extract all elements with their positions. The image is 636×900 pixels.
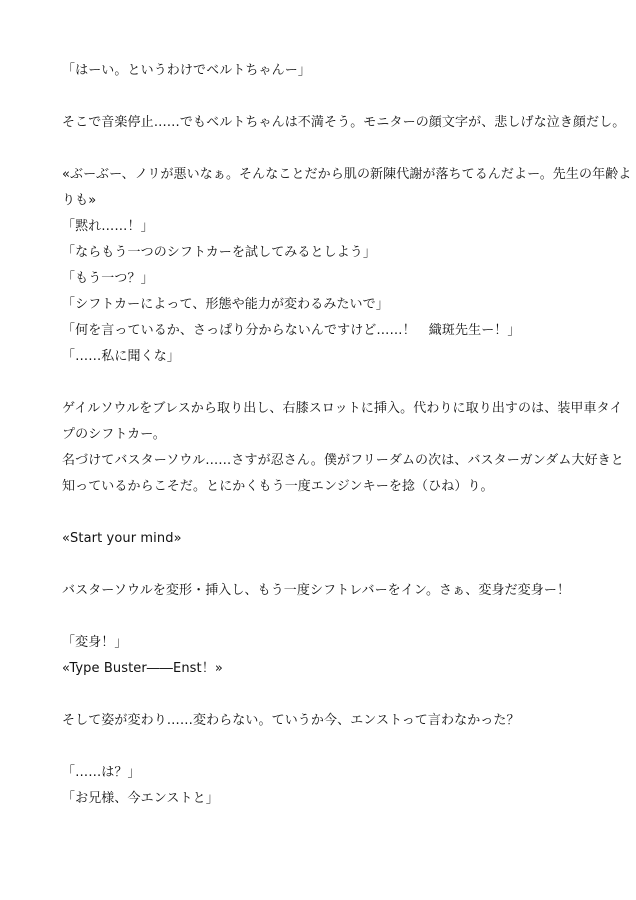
text-line: バスターソウルを変形・挿入し、もう一度シフトレバーをイン。さぁ、変身だ変身ー！: [62, 583, 571, 598]
text-line: «Start your mind»: [62, 531, 182, 546]
blank-line: [62, 604, 582, 630]
text-line: ゲイルソウルをブレスから取り出し、右膝スロットに挿入。代わりに取り出すのは、装甲車タイ: [62, 401, 623, 416]
text-line: 名づけてバスターソウル……さすが忍さん。僕がフリーダムの次は、バスターガンダム大好きと: [62, 453, 624, 468]
text-line: 「……私に聞くな」: [62, 349, 180, 364]
text-line: 「変身！」: [62, 635, 128, 650]
text-line: りも»: [62, 193, 97, 208]
text-line: 「何を言っているか、さっぱり分からないんですけど……！ 織斑先生ー！」: [62, 323, 521, 338]
text-line: 「はーい。というわけでベルトちゃんー」: [62, 63, 311, 78]
blank-line: [62, 136, 582, 162]
blank-line: [62, 682, 582, 708]
blank-line: [62, 734, 582, 760]
body-text: [62, 58, 632, 812]
blank-line: [62, 370, 582, 396]
text-line: 知っているからこそだ。とにかくもう一度エンジンキーを捻（ひね）り。: [62, 479, 494, 494]
text-line: プのシフトカー。: [62, 427, 166, 442]
blank-line: [62, 552, 582, 578]
blank-line: [62, 500, 582, 526]
text-line: 「お兄様、今エンストと」: [62, 791, 219, 806]
text-line: «Type Buster――Enst！»: [62, 661, 223, 676]
text-line: «ぶーぶー、ノリが悪いなぁ。そんなことだから肌の新陳代謝が落ちてるんだよー。先生の年齢よ: [62, 167, 632, 182]
text-line: 「シフトカーによって、形態や能力が変わるみたいで」: [62, 297, 389, 312]
text-line: 「……は？」: [62, 765, 141, 780]
text-line: 「もう一つ？」: [62, 271, 154, 286]
text-line: 「ならもう一つのシフトカーを試してみるとしよう」: [62, 245, 377, 260]
text-line: 「黙れ……！」: [62, 219, 154, 234]
text-line: そして姿が変わり……変わらない。ていうか今、エンストって言わなかった？: [62, 713, 520, 728]
text-line: そこで音楽停止……でもベルトちゃんは不満そう。モニターの顔文字が、悲しげな泣き顔だし。: [62, 115, 626, 130]
blank-line: [62, 84, 582, 110]
